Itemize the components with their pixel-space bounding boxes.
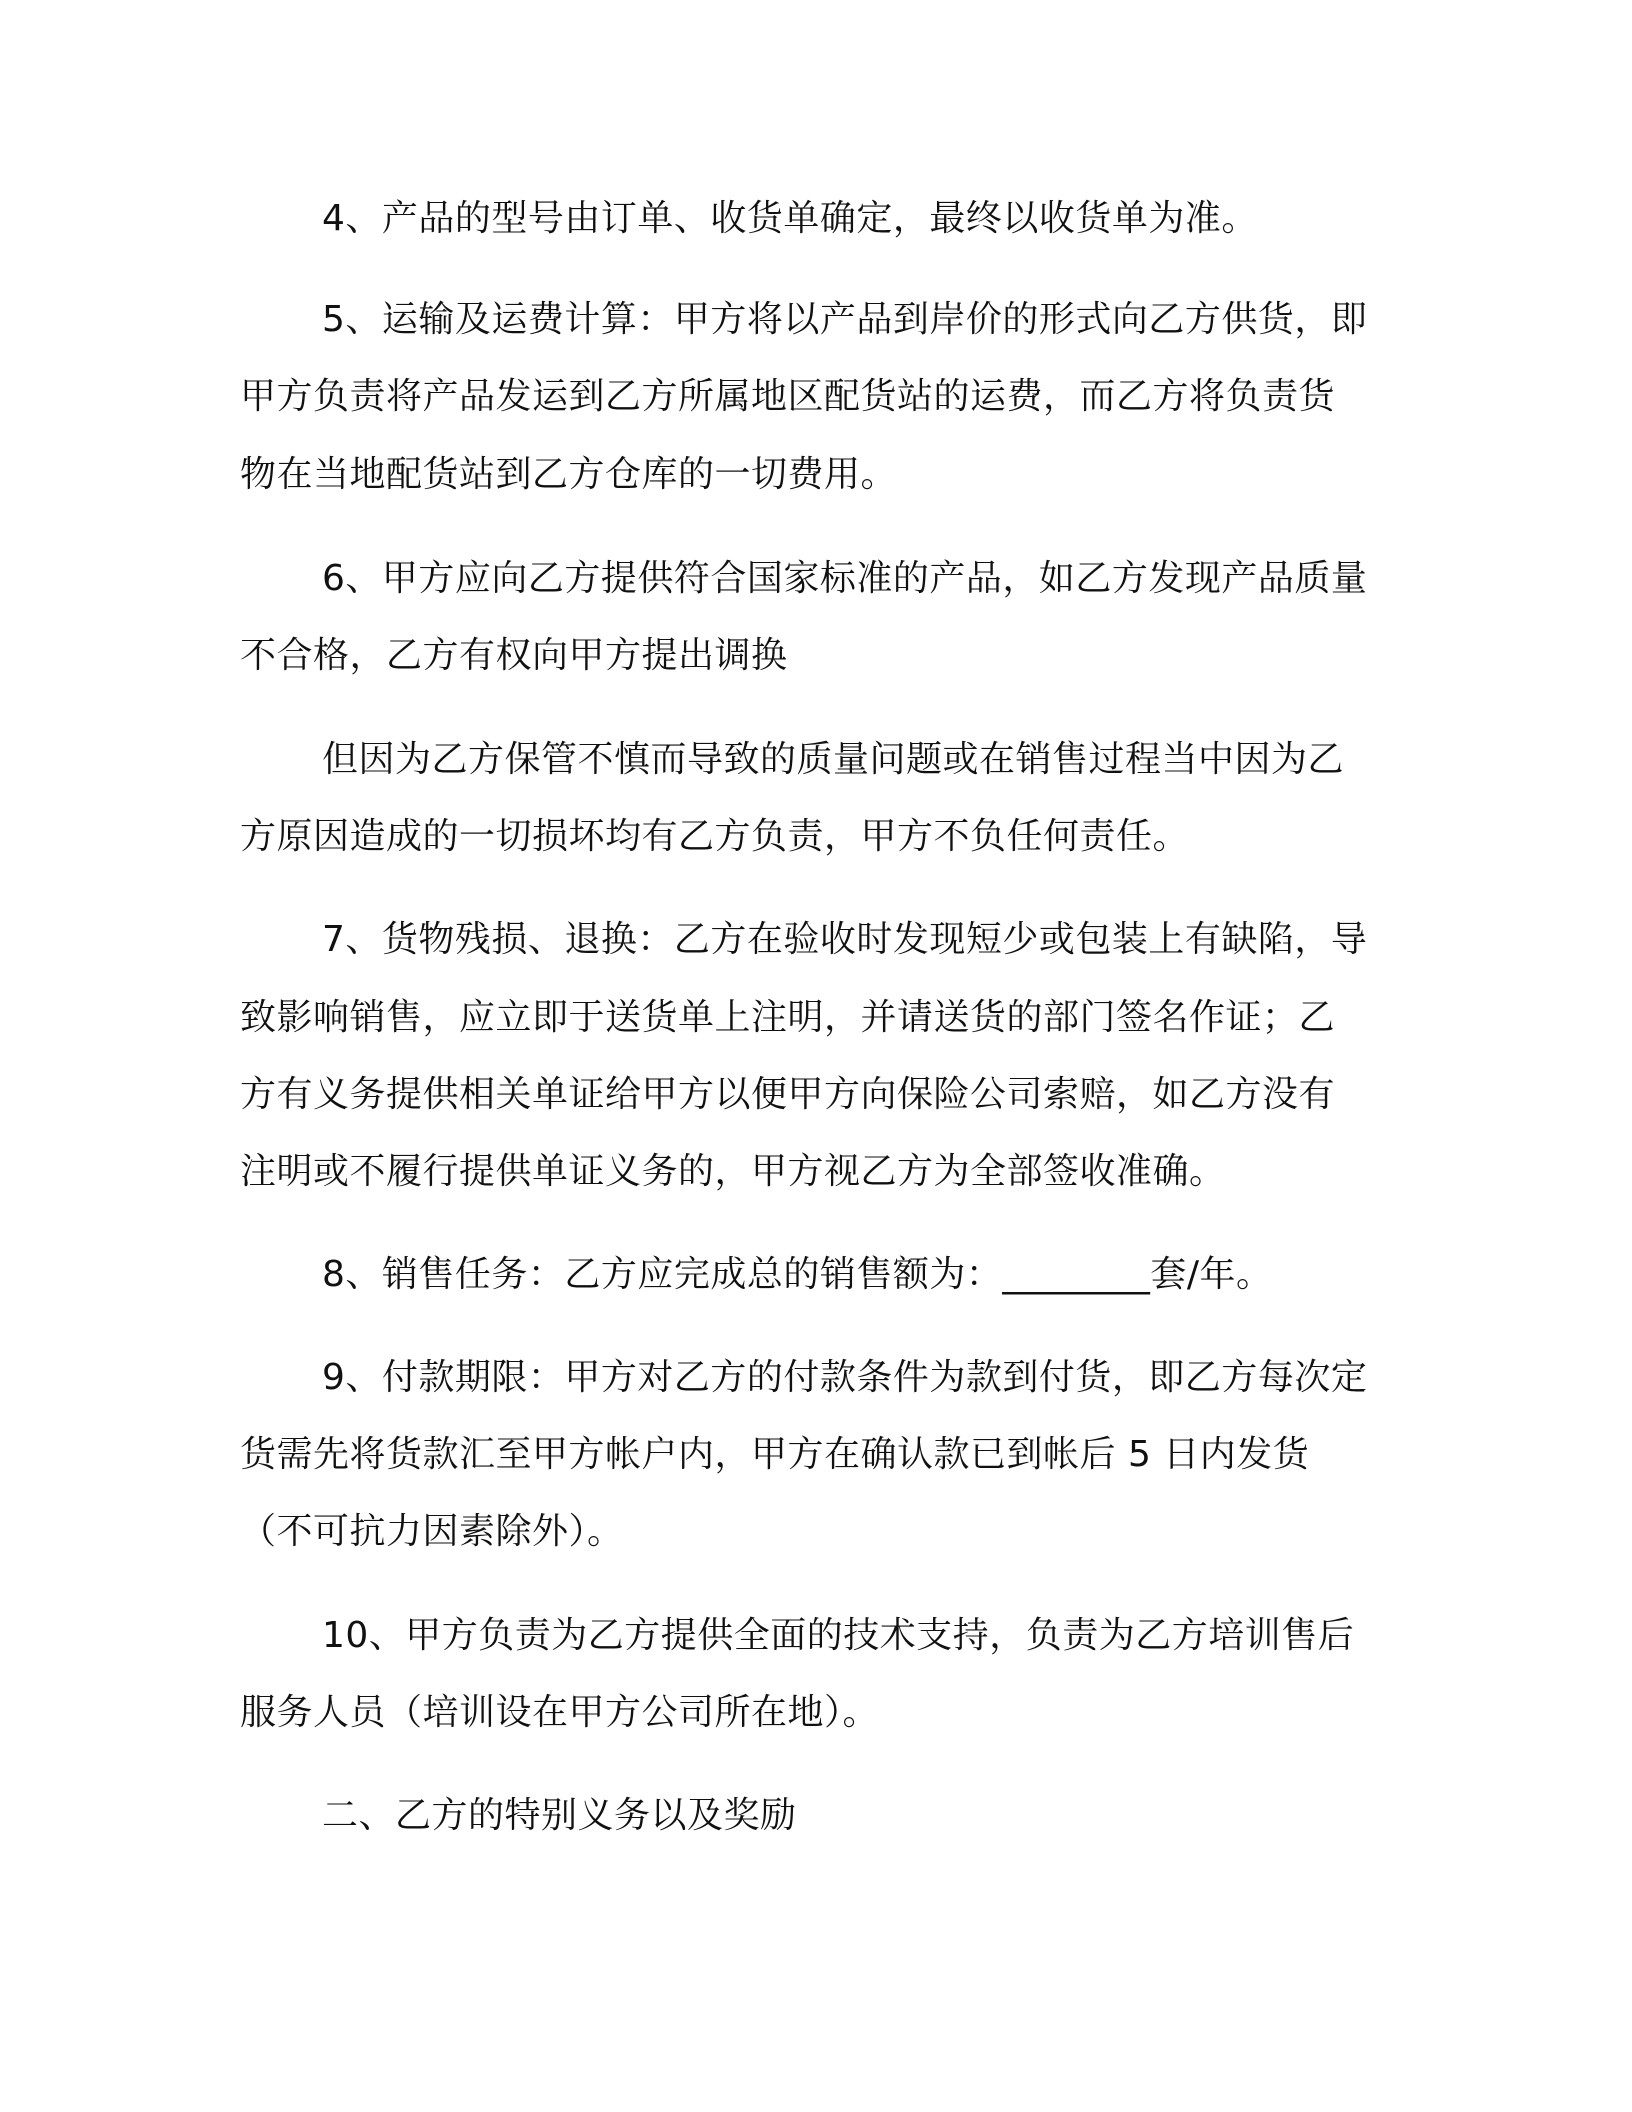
clause-5-line-3: 物在当地配货站到乙方仓库的一切费用。	[240, 454, 898, 495]
clause-5-line-2: 甲方负责将产品发运到乙方所属地区配货站的运费，而乙方将负责货	[240, 376, 1336, 417]
clause-7-line-4: 注明或不履行提供单证义务的，甲方视乙方为全部签收准确。	[240, 1151, 1226, 1192]
clause-4-line-1: 4、产品的型号由订单、收货单确定，最终以收货单为准。	[322, 198, 1258, 239]
clause-6-line-2: 不合格，乙方有权向甲方提出调换	[240, 635, 788, 676]
clause-10-line-2: 服务人员（培训设在甲方公司所在地）。	[240, 1692, 880, 1733]
clause-9-line-1: 9、付款期限：甲方对乙方的付款条件为款到付货，即乙方每次定	[322, 1357, 1368, 1398]
clause-8-line-1: 8、销售任务：乙方应完成总的销售额为：________套/年。	[322, 1254, 1273, 1295]
section-2-heading: 二、乙方的特别义务以及奖励	[322, 1795, 797, 1836]
clause-9-line-2: 货需先将货款汇至甲方帐户内，甲方在确认款已到帐后 5 日内发货	[240, 1434, 1310, 1475]
clause-7-line-2: 致影响销售，应立即于送货单上注明，并请送货的部门签名作证；乙	[240, 997, 1336, 1038]
clause-6-cont-line-1: 但因为乙方保管不慎而导致的质量问题或在销售过程当中因为乙	[322, 739, 1345, 780]
clause-6-cont-line-2: 方原因造成的一切损坏均有乙方负责，甲方不负任何责任。	[240, 816, 1190, 857]
clause-5-line-1: 5、运输及运费计算：甲方将以产品到岸价的形式向乙方供货，即	[322, 299, 1368, 340]
clause-6-line-1: 6、甲方应向乙方提供符合国家标准的产品，如乙方发现产品质量	[322, 558, 1368, 599]
clause-9-line-3: （不可抗力因素除外）。	[240, 1511, 624, 1552]
clause-7-line-3: 方有义务提供相关单证给甲方以便甲方向保险公司索赔，如乙方没有	[240, 1074, 1336, 1115]
clause-10-line-1: 10、甲方负责为乙方提供全面的技术支持，负责为乙方培训售后	[322, 1615, 1355, 1656]
clause-7-line-1: 7、货物残损、退换：乙方在验收时发现短少或包装上有缺陷，导	[322, 919, 1368, 960]
